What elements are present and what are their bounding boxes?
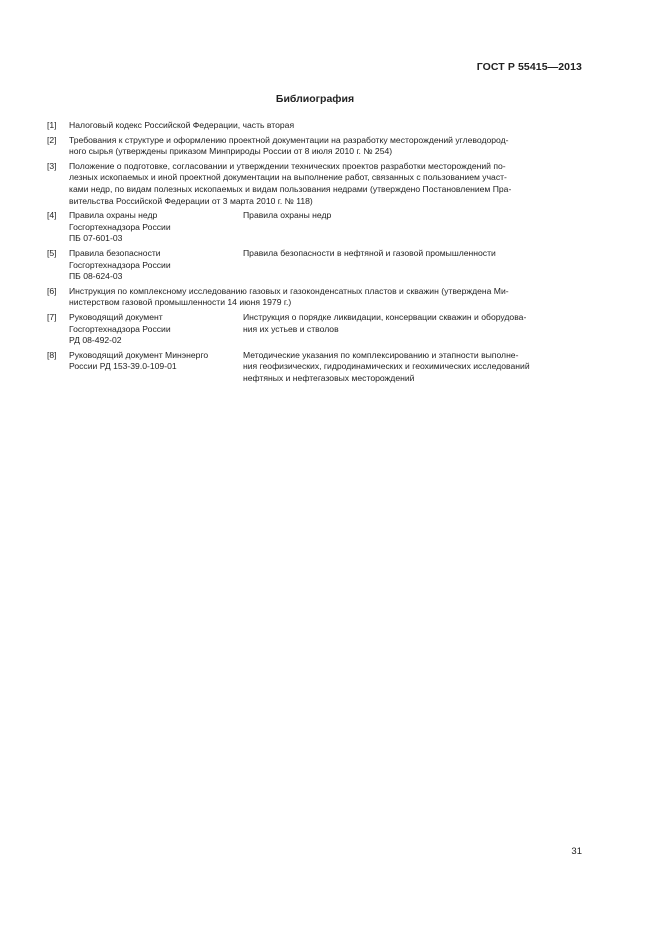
entry-line: ПБ 07-601-03 bbox=[69, 233, 123, 244]
entry-number: [1] bbox=[47, 120, 57, 130]
entry-text bbox=[69, 135, 583, 158]
entry-line: Налоговый кодекс Российской Федерации, часть вторая bbox=[69, 120, 295, 130]
entry-line: Правила охраны недр bbox=[243, 210, 332, 221]
entry-line: ния их устьев и стволов bbox=[243, 323, 339, 334]
entry-text bbox=[69, 120, 583, 132]
entry-line: Правила безопасности bbox=[69, 247, 161, 258]
bibliography-entry bbox=[47, 210, 583, 245]
entry-line: Методические указания по комплексированию и этапности выполне- bbox=[243, 349, 519, 360]
entry-line: Требования к структуре и оформлению проектной документации на разработку месторождений углеводород- bbox=[69, 134, 509, 145]
bibliography-entry bbox=[47, 350, 583, 385]
bibliography-entry bbox=[47, 120, 583, 132]
entry-line: ками недр, по видам полезных ископаемых и видам пользования недрами (утверждено Постановлением Пра- bbox=[69, 183, 512, 194]
bibliography-list bbox=[47, 120, 583, 387]
bibliography-entry bbox=[47, 312, 583, 347]
entry-line: вительства Российской Федерации от 3 марта 2010 г. № 118) bbox=[69, 195, 313, 206]
entry-description bbox=[243, 248, 583, 283]
entry-description bbox=[243, 350, 583, 385]
entry-line: нистерством газовой промышленности 14 июня 1979 г.) bbox=[69, 297, 292, 308]
entry-line: Положение о подготовке, согласовании и утверждении технических проектов разработки месторождений по- bbox=[69, 160, 506, 171]
entry-line: Инструкция по комплексному исследованию газовых и газоконденсатных пластов и скважин (утверждена Ми- bbox=[69, 285, 509, 296]
entry-line: Инструкция о порядке ликвидации, консервации скважин и оборудова- bbox=[243, 311, 527, 322]
entry-line: Руководящий документ bbox=[69, 311, 163, 322]
page-title: Библиография bbox=[275, 93, 355, 105]
entry-source bbox=[69, 312, 243, 347]
entry-source bbox=[69, 210, 243, 245]
entry-text bbox=[69, 286, 583, 309]
bibliography-entry bbox=[47, 161, 583, 207]
entry-line: Правила охраны недр bbox=[69, 210, 158, 221]
bibliography-entry bbox=[47, 248, 583, 283]
entry-number: [6] bbox=[47, 285, 57, 296]
entry-line: Руководящий документ Минэнерго bbox=[69, 349, 209, 360]
entry-line: РД 08-492-02 bbox=[69, 335, 122, 346]
entry-number: [7] bbox=[47, 311, 57, 322]
entry-number: [4] bbox=[47, 210, 57, 221]
entry-number: [3] bbox=[47, 160, 57, 171]
entry-line: лезных ископаемых и иной проектной документации на выполнение работ, связанных с пользованием участ- bbox=[69, 172, 507, 183]
entry-source bbox=[69, 350, 243, 385]
entry-number: [8] bbox=[47, 349, 57, 360]
document-code: ГОСТ Р 55415—2013 bbox=[476, 61, 582, 73]
bibliography-entry bbox=[47, 135, 583, 158]
entry-line: ния геофизических, гидродинамических и геохимических исследований bbox=[243, 361, 530, 372]
entry-number: [2] bbox=[47, 134, 57, 145]
entry-description bbox=[243, 312, 583, 347]
entry-text bbox=[69, 161, 583, 207]
entry-line: нефтяных и нефтегазовых месторождений bbox=[243, 372, 415, 383]
entry-line: ного сырья (утверждены приказом Минприроды России от 8 июля 2010 г. № 254) bbox=[69, 146, 393, 157]
entry-number: [5] bbox=[47, 247, 57, 258]
bibliography-entry bbox=[47, 286, 583, 309]
entry-description bbox=[243, 210, 583, 245]
entry-line: Правила безопасности в нефтяной и газовой промышленности bbox=[243, 247, 496, 258]
entry-line: Госгортехнадзора России bbox=[69, 323, 171, 334]
entry-line: России РД 153-39.0-109-01 bbox=[69, 361, 177, 372]
page-number: 31 bbox=[571, 846, 582, 857]
entry-line: Госгортехнадзора России bbox=[69, 221, 171, 232]
entry-line: ПБ 08-624-03 bbox=[69, 271, 123, 282]
entry-source bbox=[69, 248, 243, 283]
entry-line: Госгортехнадзора России bbox=[69, 259, 171, 270]
